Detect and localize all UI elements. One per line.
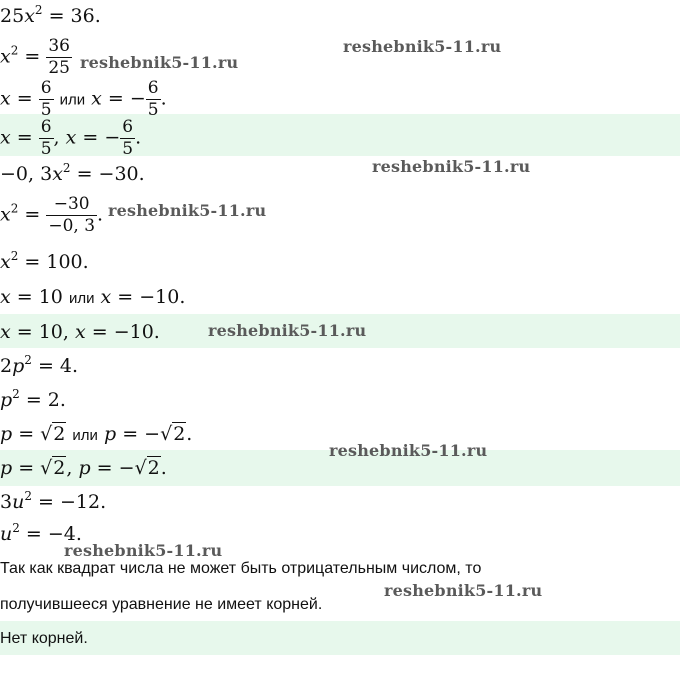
watermark: reshebnik5-11.ru xyxy=(80,53,239,72)
explanation-line-2: получившееся уравнение не имеет корней. xyxy=(0,596,323,613)
answer-1: x = $\frac{6}{5}$ , x = − $\frac{6}{5}$ . xyxy=(0,117,142,159)
or-word: или xyxy=(68,290,95,307)
watermark: reshebnik5-11.ru xyxy=(384,581,543,600)
watermark: reshebnik5-11.ru xyxy=(208,321,367,340)
or-word: или xyxy=(59,91,86,109)
eq-x-eq-pm10: x = 10 или x = −10. xyxy=(0,286,186,308)
eq-x2-eq-36-over-25: $x^2$ = $\frac{36}{25}$ xyxy=(0,36,70,78)
watermark: reshebnik5-11.ru xyxy=(372,157,531,176)
answer-2: x = 10, x = −10. xyxy=(0,321,160,343)
or-word: или xyxy=(72,427,98,444)
eq-p-eq-pm-sqrt2: p = √2 или p = −√2. xyxy=(0,423,193,445)
eq-x2-eq-frac: $x^2$ = $\frac{-30}{-0, 3}$ . xyxy=(0,194,104,236)
eq-x-pm-6-over-5: x = $\frac{6}{5}$ или x = − $\frac{6}{5}$ . xyxy=(0,78,167,120)
watermark: reshebnik5-11.ru xyxy=(329,441,488,460)
eq-p2-eq-2: $p^2 = 2$. xyxy=(0,387,66,411)
eq-u2-eq-neg4: $u^2 = -4$. xyxy=(0,521,82,545)
eq-3u2-eq-neg12: $3u^2 = -12$. xyxy=(0,489,107,513)
watermark: reshebnik5-11.ru xyxy=(343,37,502,56)
eq-2p2-eq-4: $2p^2 = 4$. xyxy=(0,353,79,377)
eq-25x2-eq-36: $25x^2 = 36$. xyxy=(0,3,101,27)
watermark: reshebnik5-11.ru xyxy=(64,541,223,560)
answer-4-no-roots: Нет корней. xyxy=(0,630,88,647)
explanation-line-1: Так как квадрат числа не может быть отрицательным числом, то xyxy=(0,560,482,577)
answer-3: p = √2, p = −√2. xyxy=(0,457,167,479)
watermark: reshebnik5-11.ru xyxy=(108,201,267,220)
eq-x2-eq-100: $x^2 = 100$. xyxy=(0,249,89,273)
eq-neg03x2-eq-neg30: −0, $3x^2 = -30$. xyxy=(0,161,145,185)
answer-band-4 xyxy=(0,621,680,655)
